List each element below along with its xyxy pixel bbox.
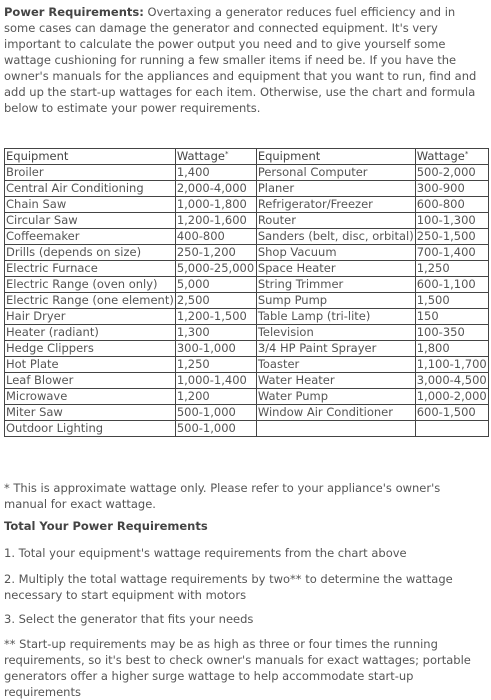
wattage-cell: 1,250 bbox=[415, 261, 488, 277]
table-row bbox=[5, 165, 489, 181]
step-1: 1. Total your equipment's wattage requirements from the chart above bbox=[4, 546, 407, 560]
equipment-cell: Chain Saw bbox=[5, 197, 176, 213]
wattage-cell: 600-1,500 bbox=[415, 405, 488, 421]
table-row bbox=[5, 421, 489, 437]
wattage-cell: 700-1,400 bbox=[415, 245, 488, 261]
table-row bbox=[5, 181, 489, 197]
wattage-cell: 100-1,300 bbox=[415, 213, 488, 229]
table-header-row bbox=[5, 149, 489, 165]
wattage-cell: 300-900 bbox=[415, 181, 488, 197]
table-row bbox=[5, 325, 489, 341]
table-row bbox=[5, 261, 489, 277]
wattage-cell: 1,800 bbox=[415, 341, 488, 357]
wattage-cell: 300-1,000 bbox=[175, 341, 256, 357]
table-row bbox=[5, 309, 489, 325]
wattage-cell: 1,300 bbox=[175, 325, 256, 341]
equipment-cell: 3/4 HP Paint Sprayer bbox=[256, 341, 415, 357]
wattage-cell: 400-800 bbox=[175, 229, 256, 245]
equipment-cell: Coffeemaker bbox=[5, 229, 176, 245]
header-equipment-right: Equipment bbox=[256, 149, 415, 165]
equipment-cell: Space Heater bbox=[256, 261, 415, 277]
wattage-cell: 1,000-1,400 bbox=[175, 373, 256, 389]
equipment-cell bbox=[256, 421, 415, 437]
wattage-cell: 250-1,200 bbox=[175, 245, 256, 261]
header-wattage-right-mark: * bbox=[464, 150, 469, 158]
table-row bbox=[5, 341, 489, 357]
equipment-cell: Toaster bbox=[256, 357, 415, 373]
wattage-cell: 100-350 bbox=[415, 325, 488, 341]
wattage-cell: 2,000-4,000 bbox=[175, 181, 256, 197]
equipment-cell: Water Pump bbox=[256, 389, 415, 405]
equipment-cell: Microwave bbox=[5, 389, 176, 405]
table-row bbox=[5, 245, 489, 261]
startup-note: ** Start-up requirements may be as high as three or four times the running requirements, so it's best to check owner's manuals for exact wattages; portable generators offer a higher surge wattage to help accommodate start-up requirements bbox=[4, 637, 471, 699]
equipment-cell: Television bbox=[256, 325, 415, 341]
step-2: 2. Multiply the total wattage requirements by two** to determine the wattage necessary to start equipment with motors bbox=[4, 572, 453, 602]
wattage-cell: 3,000-4,500 bbox=[416, 373, 487, 387]
intro-paragraph bbox=[4, 4, 486, 116]
equipment-cell: Electric Range (oven only) bbox=[5, 277, 176, 293]
equipment-cell: Router bbox=[256, 213, 415, 229]
table-row bbox=[5, 357, 489, 373]
table-row bbox=[5, 405, 489, 421]
equipment-cell: Hair Dryer bbox=[5, 309, 176, 325]
equipment-cell: Hedge Clippers bbox=[5, 341, 176, 357]
equipment-cell: Table Lamp (tri-lite) bbox=[256, 309, 415, 325]
equipment-cell: Electric Furnace bbox=[5, 261, 176, 277]
wattage-cell: 5,000-25,000 bbox=[175, 261, 256, 277]
wattage-cell: 1,100-1,700 bbox=[416, 357, 487, 371]
equipment-cell: Personal Computer bbox=[256, 165, 415, 181]
equipment-cell: Window Air Conditioner bbox=[256, 405, 415, 421]
equipment-cell: Heater (radiant) bbox=[5, 325, 176, 341]
wattage-cell: 1,500 bbox=[415, 293, 488, 309]
equipment-cell: Drills (depends on size) bbox=[5, 245, 176, 261]
table-row bbox=[5, 373, 489, 389]
equipment-cell: Planer bbox=[256, 181, 415, 197]
wattage-cell: 1,400 bbox=[175, 165, 256, 181]
equipment-cell: Central Air Conditioning bbox=[5, 181, 176, 197]
footnote: * This is approximate wattage only. Please refer to your appliance's owner's manual for exact wattage. bbox=[4, 481, 441, 511]
equipment-cell: Hot Plate bbox=[5, 357, 176, 373]
wattage-cell: 1,250 bbox=[175, 357, 256, 373]
equipment-cell: Broiler bbox=[5, 165, 176, 181]
wattage-cell: 1,000-2,000 bbox=[416, 389, 487, 403]
wattage-cell bbox=[415, 421, 488, 437]
wattage-cell: 2,500 bbox=[175, 293, 256, 309]
intro-text: Overtaxing a generator reduces fuel efficiency and in some cases can damage the generator and connected equipment. It's very important to calculate the power output you need and to give yourself some wattage cushioning for running a few smaller items if need be. If you have the owner's manuals for the appliances and equipment that you want to run, find and add up the start-up wattages for each item. Otherwise, use the chart and formula below to estimate your power requirements. bbox=[4, 5, 477, 115]
equipment-cell: Outdoor Lighting bbox=[5, 421, 176, 437]
equipment-cell: Miter Saw bbox=[5, 405, 176, 421]
equipment-cell: Shop Vacuum bbox=[256, 245, 415, 261]
equipment-cell: Sump Pump bbox=[256, 293, 415, 309]
header-wattage-right-label: Wattage bbox=[416, 149, 465, 163]
wattage-table bbox=[4, 148, 489, 437]
total-heading: Total Your Power Requirements bbox=[4, 519, 208, 533]
wattage-cell: 5,000 bbox=[175, 277, 256, 293]
equipment-cell: Refrigerator/Freezer bbox=[256, 197, 415, 213]
step-3: 3. Select the generator that fits your needs bbox=[4, 612, 254, 626]
wattage-cell: 500-1,000 bbox=[175, 405, 256, 421]
table-row bbox=[5, 229, 489, 245]
wattage-cell: 600-800 bbox=[415, 197, 488, 213]
wattage-cell: 600-1,100 bbox=[415, 277, 488, 293]
wattage-cell: 500-1,000 bbox=[175, 421, 256, 437]
wattage-cell: 150 bbox=[415, 309, 488, 325]
wattage-cell: 1,000-1,800 bbox=[175, 197, 256, 213]
wattage-cell: 1,200-1,500 bbox=[175, 309, 256, 325]
header-equipment-left: Equipment bbox=[5, 149, 176, 165]
table-row bbox=[5, 277, 489, 293]
header-wattage-right bbox=[415, 149, 488, 165]
table-row bbox=[5, 389, 489, 405]
equipment-cell: String Trimmer bbox=[256, 277, 415, 293]
header-wattage-left-mark: * bbox=[224, 150, 229, 158]
table-row bbox=[5, 293, 489, 309]
equipment-cell: Water Heater bbox=[256, 373, 415, 389]
table-body bbox=[5, 165, 489, 437]
header-wattage-left-label: Wattage bbox=[176, 149, 225, 163]
equipment-cell: Electric Range (one element) bbox=[6, 293, 174, 307]
header-wattage-left bbox=[175, 149, 256, 165]
wattage-cell: 500-2,000 bbox=[415, 165, 488, 181]
equipment-cell: Sanders (belt, disc, orbital) bbox=[257, 229, 414, 243]
equipment-cell: Leaf Blower bbox=[5, 373, 176, 389]
table-row bbox=[5, 213, 489, 229]
equipment-cell: Circular Saw bbox=[5, 213, 176, 229]
wattage-cell: 1,200-1,600 bbox=[175, 213, 256, 229]
wattage-cell: 1,200 bbox=[175, 389, 256, 405]
table-row bbox=[5, 197, 489, 213]
intro-heading: Power Requirements: bbox=[4, 5, 144, 19]
wattage-cell: 250-1,500 bbox=[415, 229, 488, 245]
